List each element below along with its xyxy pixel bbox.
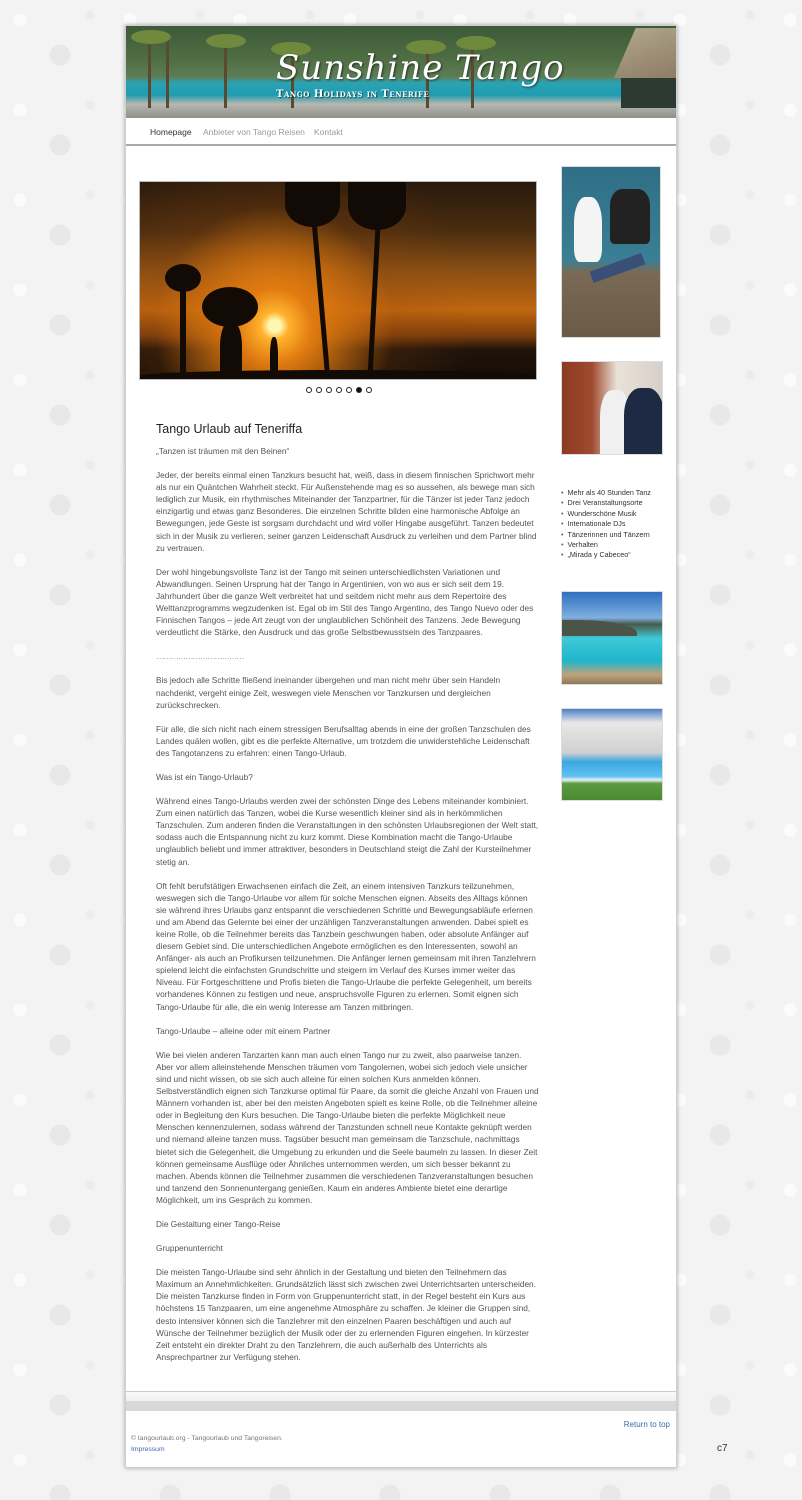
article-paragraph: Bis jedoch alle Schritte fließend ineinander übergehen und man nicht mehr über sein Handeln nachdenkt, vergeht einige Zeit, weswegen viele Menschen vor Tanzkursen und dergleichen zurückschrecken. (156, 675, 501, 710)
feature-item: • Mehr als 40 Stunden Tanz (561, 488, 651, 498)
slider-dot-3[interactable] (326, 387, 332, 393)
palm-decoration (166, 38, 169, 108)
article-subheading: Die Gestaltung einer Tango-Reise (156, 1218, 281, 1229)
sidebar-image-tenerife-bay (561, 591, 663, 685)
dancer-figure (610, 189, 650, 244)
nav-item-anbieter[interactable]: Anbieter von Tango Reisen (203, 127, 305, 137)
feature-item: • „Mirada y Cabeceo“ (561, 550, 651, 560)
dancer-figure (574, 197, 602, 262)
beach-hut-base (621, 78, 676, 108)
image-slider[interactable] (139, 181, 537, 380)
palm-frond (131, 30, 171, 44)
article-content (156, 421, 539, 1375)
site-title[interactable]: Sunshine Tango (276, 48, 565, 88)
copyright-text: © tangourlaub.org - Tangourlaub und Tangoreisen. (131, 1435, 283, 1442)
page-container (125, 25, 677, 1468)
article-paragraph: Während eines Tango-Urlaubs werden zwei der schönsten Dinge des Lebens miteinander kombiniert. Zum einen natürlich das Tanzen, wobei die Kurse wesentlich kleiner sind als in herkömmlichen Tanzschulen. Zum anderen finden die Veranstaltungen in den schönsten Urlaubsregionen der Welt statt, sodass auch die Entspannung nicht zu kurz kommt. Diese Kombination macht die Tango-Urlaube unglaublich beliebt und immer attraktiver, besonders in Deutschland steigt die Zahl der Kursteilnehmer stetig an. (156, 796, 539, 867)
slider-dot-1[interactable] (306, 387, 312, 393)
article-subheading: Tango-Urlaube – alleine oder mit einem Partner (156, 1025, 331, 1036)
article-paragraph: Für alle, die sich nicht nach einem stressigen Berufsalltag abends in eine der großen Tanzschulen des Landes quälen wollen, gibt es die perfekte Alternative, um trotzdem die unwiderstehliche Leidenschaft des Tangotanzens zu erfahren: einen Tango-Urlaub. (156, 723, 531, 758)
return-to-top-link[interactable]: Return to top (623, 1420, 670, 1429)
impressum-link[interactable]: Impressum (131, 1446, 165, 1453)
article-paragraph: Der wohl hingebungsvollste Tanz ist der Tango mit seinen unterschiedlichsten Variationen und Abwandlungen. Seinen Ursprung hat der Tango in Argentinien, von wo aus er sich seit dem 19. Jahrhundert über die ganze Welt verbreitet hat und seitdem nicht mehr aus dem Repertoire des Welttanzprogramms wegzudenken ist. Egal ob im Stil des Tango Argentino, des Tango Nuevo oder des Finnischen Tangos – jede Art zeugt von der unglaublichen Schönheit des Tanzens. Jede Bewegung verdeutlicht die Stärke, den Ausdruck und das große Selbstbewusstsein des Tanzpaares. (156, 566, 534, 638)
feature-item: • Internationale DJs (561, 519, 651, 529)
slider-dot-5[interactable] (346, 387, 352, 393)
feature-item: • Tänzerinnen und Tänzern (561, 530, 651, 540)
corner-label: c7 (717, 1443, 728, 1454)
main-nav (126, 118, 676, 146)
feature-item: • Verhalten (561, 540, 651, 550)
article-quote: „Tanzen ist träumen mit den Beinen“ (156, 446, 290, 456)
article-title: Tango Urlaub auf Teneriffa (156, 422, 303, 436)
palm-silhouette (310, 207, 330, 380)
slider-dot-2[interactable] (316, 387, 322, 393)
article-paragraph: Oft fehlt berufstätigen Erwachsenen einfach die Zeit, an einem intensiven Tanzkurs teilzunehmen, weswegen sich die Tango-Urlaube vor allem für solche Menschen eignen. Abseits des Alltags können sie während ihres Urlaubs ganz entspannt die verschiedenen Schritte und Bewegungsabläufe erlernen und am Abend das Gelernte bei einer der unzähligen Tanzveranstaltungen anwenden. Dabei spielt es keine Rolle, ob die Teilnehmer bereits das Tanzbein geschwungen haben, oder absolute Anfänger auf diesem Gebiet sind. Die unterschiedlichen Angebote ermöglichen es den Interessenten, sowohl an Anfänger- als auch an Profikursen teilzunehmen. Die Anfänger lernen gemeinsam mit ihren Tanzlehrern spielend leicht die einfachsten Grundschritte und steigern im Verlauf des Kurses immer weiter das Niveau. Für Fortgeschrittene und Profis bieten die Tango-Urlaube die perfekte Gelegenheit, um bereits vorhandenes Können zu festigen und neue, anspruchsvolle Figuren zu erlernen. Somit eignen sich Tango-Urlaube für alle, die ein wenig Interesse am Tanzen mitbringen. (156, 880, 536, 1012)
slider-dot-7[interactable] (366, 387, 372, 393)
article-separator: ……………………………… (156, 651, 244, 662)
palm-silhouette (285, 182, 340, 227)
dancer-figure (624, 388, 663, 455)
site-subtitle: Tango Holidays in Tenerife (276, 89, 430, 100)
palm-silhouette (348, 182, 406, 230)
footer-divider (126, 1391, 676, 1401)
nav-item-kontakt[interactable]: Kontakt (314, 127, 343, 137)
sidebar-image-couple-indoors (561, 361, 663, 455)
features-list (561, 488, 651, 561)
palm-silhouette (202, 287, 258, 327)
slider-dot-6-active[interactable] (356, 387, 362, 393)
article-subheading: Was ist ein Tango-Urlaub? (156, 771, 253, 782)
slider-dot-4[interactable] (336, 387, 342, 393)
article-paragraph: Wie bei vielen anderen Tanzarten kann man auch einen Tango nur zu zweit, also paarweise tanzen. Aber vor allem alleinstehende Menschen träumen vom Tangolernen, wobei sich jedoch viele unsicher sind und nicht wissen, ob sie sich auch alleine für einen solchen Kurs anmelden können. Selbstverständlich eignen sich Tanzkurse optimal für Paare, da somit die gleiche Anzahl von Frauen und Männern vorhanden ist, aber bei den meisten Angeboten spielt es keine Rolle, ob die Teilnehmer alleine oder in Begleitung den Kurs besuchen. Die Tango-Urlaube bieten die perfekte Möglichkeit neue Menschen kennenzulernen, sodass während der Tanzstunden schnell neue Kontakte geknüpft werden und niemand alleine tanzen muss. Tagsüber besucht man gemeinsam die Tanzschule, nachmittags bietet sich die Gelegenheit, die Umgebung zu erkunden und die Seele baumeln zu lassen. In dieser Zeit können gemeinsame Ausflüge oder Ähnliches unternommen werden, um sich besser bekannt zu machen. Abends können die Teilnehmer zusammen die verschiedenen Tanzveranstaltungen besuchen und tanzend den Sonnenuntergang genießen. Kaum ein anderes Ambiente bietet eine derartige Möglichkeit, um ins Gespräch zu kommen. (156, 1049, 539, 1205)
article-paragraph: Die meisten Tango-Urlaube sind sehr ähnlich in der Gestaltung und bieten den Teilnehmern das Maximum an Annehmlichkeiten. Grundsätzlich lässt sich zwischen zwei Unterrichtsarten unterscheiden. Die meisten Tanzkurse finden in Form von Gruppenunterricht statt, in der Regel besteht ein Kurs aus höchstens 15 Tanzpaaren, um eine angenehme Atmosphäre zu schaffen. Je kleiner die Gruppen sind, desto intensiver können sich die Tanzlehrer mit den einzelnen Paaren beschäftigen und auch auf Wünsche der Teilnehmer bezüglich der Musik oder der zu erlernenden Figuren eingehen. In kürzester Zeit entsteht ein direkter Draht zu den Tanzlehrern, die auch außerhalb des Unterrichts als Ansprechpartner zur Verfügung stehen. (156, 1267, 536, 1362)
footer-band (126, 1401, 676, 1411)
palm-frond (206, 34, 246, 48)
article-subheading: Gruppenunterricht (156, 1243, 223, 1254)
sidebar-image-couple-by-sea (561, 166, 661, 338)
feature-item: • Drei Veranstaltungsorte (561, 498, 651, 508)
palm-silhouette (165, 264, 201, 292)
article-paragraph: Jeder, der bereits einmal einen Tanzkurs besucht hat, weiß, dass in diesem finnischen Sprichwort mehr als nur ein Quäntchen Wahrheit steckt. Für Außenstehende mag es so aussehen, als bewege man sich lediglich zur Musik, ein rhythmisches Miteinander der Tanzpartner, für die Tänzer ist jeder Tanz jedoch einzigartig und etwas ganz Besonderes. Die einzelnen Schritte bilden eine harmonische Abfolge an Bewegungen, jede Geste ist sorgsam durchdacht und wird voller Hingabe ausgeführt. Tanzen bedeutet sich in der Musik zu verlieren, seiner ganzen Leidenschaft Ausdruck zu verleihen und dem Partner blind zu vertrauen. (156, 470, 537, 553)
feature-item: • Wunderschöne Musik (561, 509, 651, 519)
beach-hut (614, 28, 676, 78)
nav-item-homepage[interactable]: Homepage (150, 127, 192, 137)
sidebar-image-hotel-pool (561, 708, 663, 801)
ground-silhouette (140, 370, 537, 380)
cliff-shape (562, 620, 637, 636)
header-banner (126, 26, 676, 118)
slider-pagination (126, 387, 552, 393)
